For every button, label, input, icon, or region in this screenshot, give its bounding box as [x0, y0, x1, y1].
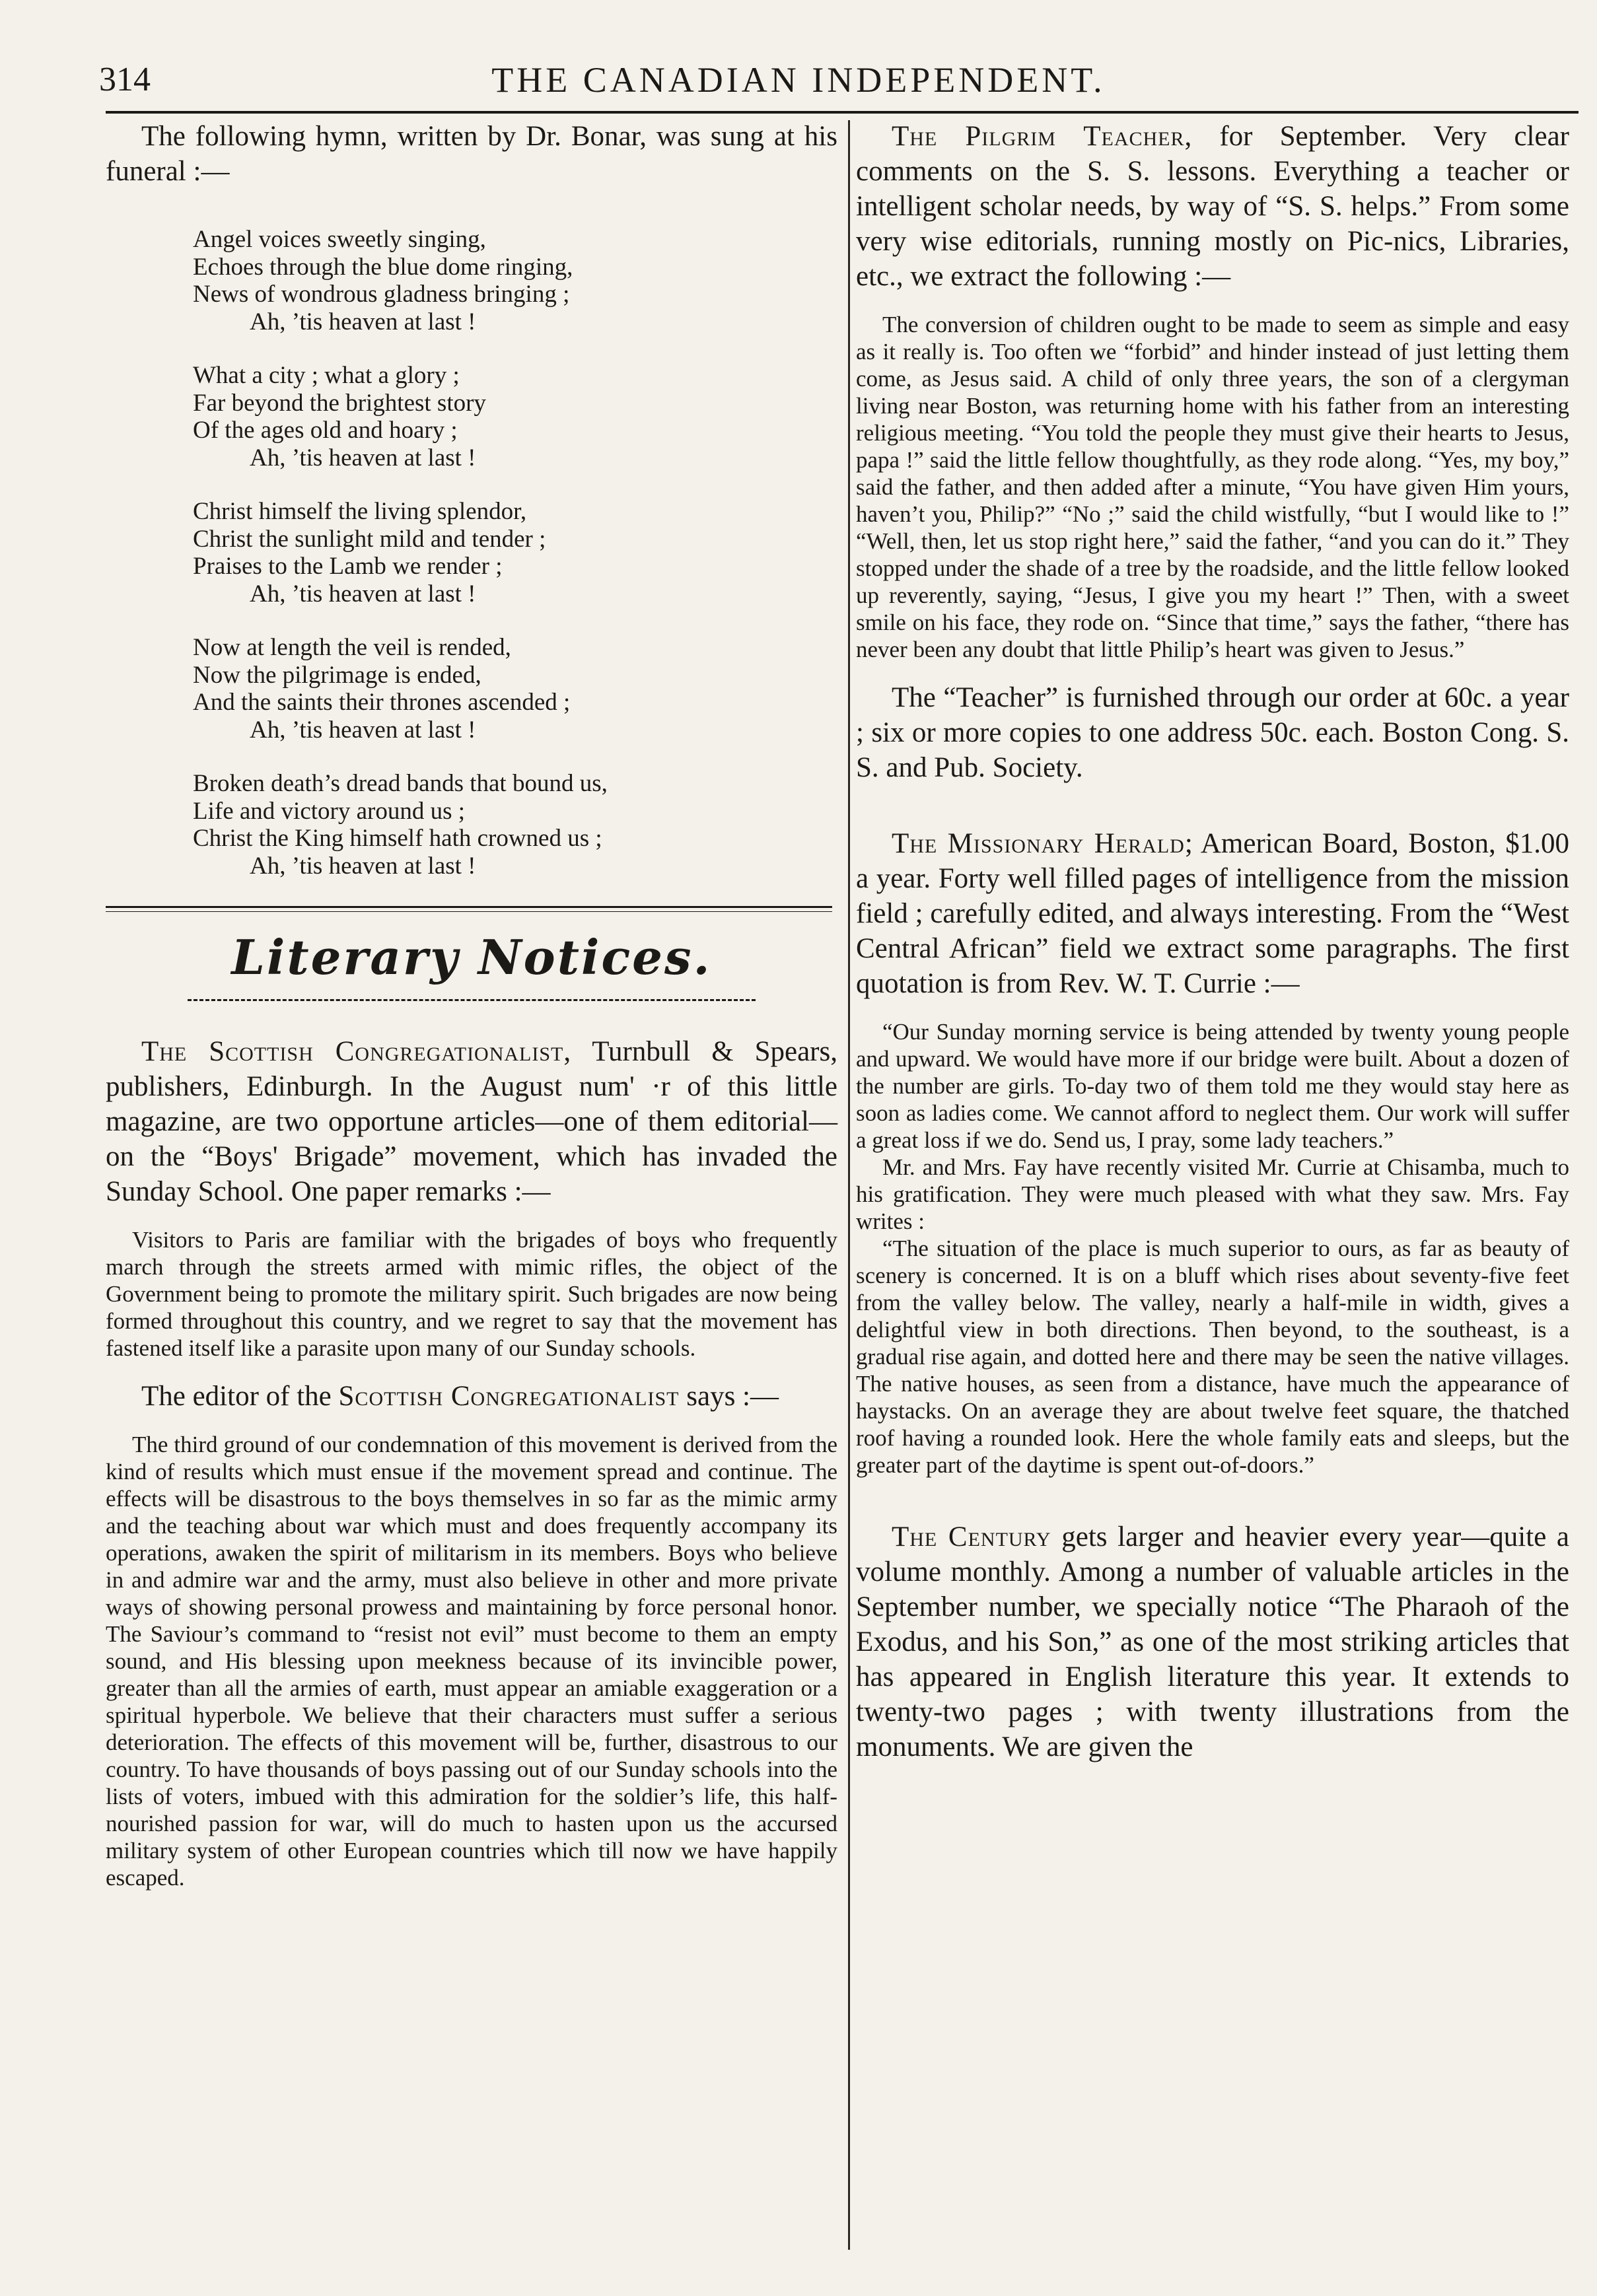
column-divider [848, 120, 850, 2250]
century-body: gets larger and heavier every year—quite a volume monthly. Among a number of valuable articles in the September number, we specially notice “The Pharaoh of the Exodus, and his Son,” as one of the most striking articles that has appeared in English literature this year. It extends to twenty-two pages ; with twenty illustrations from the monuments. We are given the [856, 1521, 1570, 1762]
scottish-congregationalist-notice [106, 1034, 837, 1209]
hymn-refrain: Ah, ’tis heaven at last ! [250, 444, 476, 471]
bonar-hymn [193, 226, 837, 880]
situation-quote: “The situation of the place is much superior to ours, as far as beauty of scenery is concerned. It is on a bluff which rises about seventy-five feet from the valley below. The valley, nearly a half-mile in width, gives a delightful view in both directions. Then beyond, to the southeast, is a gradual rise again, and dotted here and there may be seen the native villages. The native houses, as seen from a distance, have much the appearance of haystacks. On an average they are about twelve feet square, the thatched roof having a rounded look. Here the whole family eats and sleeps, but the greater part of the daytime is spent out-of-doors.” [856, 1235, 1569, 1478]
scottish-body: Turnbull & Spears, publishers, Edinburgh. In the August num' ·r of this little magazine, are two opportune articles—one of them editorial—on the “Boys' Brigade” movement, which has invaded the Sunday School. One paper remarks :— [106, 1036, 837, 1207]
running-head [0, 57, 1597, 110]
editor-pre: The editor of the [141, 1381, 339, 1412]
left-column [106, 119, 837, 1891]
scottish-title: The Scottish Congregationalist, [141, 1036, 572, 1067]
herald-body: ; American Board, Boston, $1.00 a year. Forty well filled pages of intelligence from the mission field ; carefully edited, and always interesting. From the “West Central African” field we extract some paragraphs. The first quotation is from Rev. W. T. Currie :— [856, 828, 1570, 999]
hymn-stanza [193, 770, 837, 880]
editor-name: Scottish Congregationalist [338, 1381, 680, 1412]
hymn-stanza [193, 498, 837, 608]
heading-dashed-rule [188, 999, 756, 1001]
hymn-line: Far beyond the brightest story [193, 389, 486, 417]
hymn-line: Angel voices sweetly singing, [193, 226, 486, 253]
pilgrim-body: for September. Very clear comments on the S. S. lessons. Everything a teacher or intelligent scholar needs, by way of “S. S. helps.” From some very wise editorials, running mostly on Pic-nics, Libraries, etc., we extract the following :— [856, 121, 1569, 292]
hymn-stanza [193, 226, 837, 335]
hymn-line: Christ himself the living splendor, [193, 498, 527, 525]
hymn-line: Life and victory around us ; [193, 797, 466, 825]
hymn-line: Christ the King himself hath crowned us ; [193, 825, 602, 852]
hymn-refrain: Ah, ’tis heaven at last ! [250, 716, 476, 744]
hymn-refrain: Ah, ’tis heaven at last ! [250, 308, 476, 335]
hymn-refrain: Ah, ’tis heaven at last ! [250, 852, 476, 880]
pilgrim-teacher-notice [856, 119, 1569, 294]
pilgrim-title: The Pilgrim Teacher, [892, 121, 1193, 152]
fay-visit: Mr. and Mrs. Fay have recently visited Mr. Currie at Chisamba, much to his gratification. They were much pleased with what they saw. Mrs. Fay writes : [856, 1154, 1569, 1234]
hymn-refrain: Ah, ’tis heaven at last ! [250, 580, 476, 608]
right-column [856, 119, 1569, 1764]
century-notice [856, 1519, 1569, 1764]
century-title: The Century [892, 1521, 1051, 1552]
hymn-line: Now at length the veil is rended, [193, 634, 511, 661]
hymn-line: Of the ages old and hoary ; [193, 417, 458, 444]
hymn-line: Praises to the Lamb we render ; [193, 553, 503, 580]
header-rule [106, 111, 1579, 114]
missionary-herald-notice [856, 826, 1569, 1001]
hymn-line: And the saints their thrones ascended ; [193, 689, 571, 716]
hymn-stanza [193, 634, 837, 744]
editor-post: says :— [679, 1381, 779, 1412]
section-rule [106, 906, 832, 912]
hymn-line: Christ the sunlight mild and tender ; [193, 525, 546, 553]
sunday-service-quote: “Our Sunday morning service is being attended by twenty young people and upward. We would have more if our bridge were built. About a dozen of the number are girls. To-day two of them told me they would stay here as soon as ladies come. We cannot afford to neglect them. Our work will suffer a great loss if we do. Send us, I pray, some lady teachers.” [856, 1019, 1569, 1153]
hymn-line: Now the pilgrimage is ended, [193, 661, 481, 689]
teacher-price: The “Teacher” is furnished through our order at 60c. a year ; six or more copies to one address 50c. each. Boston Cong. S. S. and Pub. Society. [856, 682, 1569, 783]
hymn-intro: The following hymn, written by Dr. Bonar, was sung at his funeral :— [106, 121, 837, 187]
hymn-line: Echoes through the blue dome ringing, [193, 253, 573, 281]
third-ground-quote: The third ground of our condemnation of this movement is derived from the kind of results which must ensue if the movement spread and continue. The effects will be disastrous to the boys themselves in so far as the mimic army and the teaching about war which must and does frequently accompany its operations, awaken the spirit of militarism in its members. Boys who believe in and admire war and the army, must also believe in other and more private ways of showing personal prowess and maintaining by force personal honor. The Saviour’s command to “resist not evil” must become to them an empty sound, and His blessing upon meekness because of its invincible power, greater than all the armies of earth, must appear an amiable exaggeration or a spiritual hyperbole. We believe that their characters must suffer a serious deterioration. The effects of this movement will be, further, disastrous to our country. To have thousands of boys passing out of our Sunday schools into the lists of voters, imbued with this admiration for the soldier’s life, this half-nourished passion for war, will do much to hasten upon us the accursed military system of other European countries which till now we have happily escaped. [106, 1432, 837, 1891]
literary-notices-heading: Literary Notices. [231, 929, 712, 985]
herald-title: The Missionary Herald [892, 828, 1185, 859]
conversion-quote: The conversion of children ought to be made to seem as simple and easy as it really is. Too often we “forbid” and hinder instead of just letting them come, as Jesus said. A child of only three years, the son of a clergyman living near Boston, was returning home with his father from an interesting religious meeting. “You told the people they must give their hearts to Jesus, papa !” said the little fellow thoughtfully, as they rode along. “Yes, my boy,” said the father, and then added after a minute, “You have given Him yours, haven’t you, Philip?” “No ;” said the child wistfully, “but I would like to !” “Well, then, let us stop right here,” said the father, “and you can do it.” They stopped under the shade of a tree by the roadside, and the little fellow looked up reverently, saying, “Jesus, I give you my heart !” Then, with a sweet smile on his face, they rode on. “Since that time,” says the father, “there has never been any doubt that little Philip’s heart was given to Jesus.” [856, 312, 1569, 662]
page-number: 314 [99, 61, 151, 98]
hymn-line: Broken death’s dread bands that bound us, [193, 770, 608, 797]
journal-title: THE CANADIAN INDEPENDENT. [491, 60, 1106, 100]
editor-says [106, 1379, 837, 1414]
hymn-line: What a city ; what a glory ; [193, 362, 460, 389]
hymn-line: News of wondrous gladness bringing ; [193, 281, 570, 308]
visitors-quote: Visitors to Paris are familiar with the brigades of boys who frequently march through the streets armed with mimic rifles, the object of the Government being to promote the military spirit. Such brigades are now being formed throughout this country, and we regret to say that the movement has fastened itself like a parasite upon many of our Sunday schools. [106, 1227, 837, 1361]
hymn-stanza [193, 362, 837, 471]
